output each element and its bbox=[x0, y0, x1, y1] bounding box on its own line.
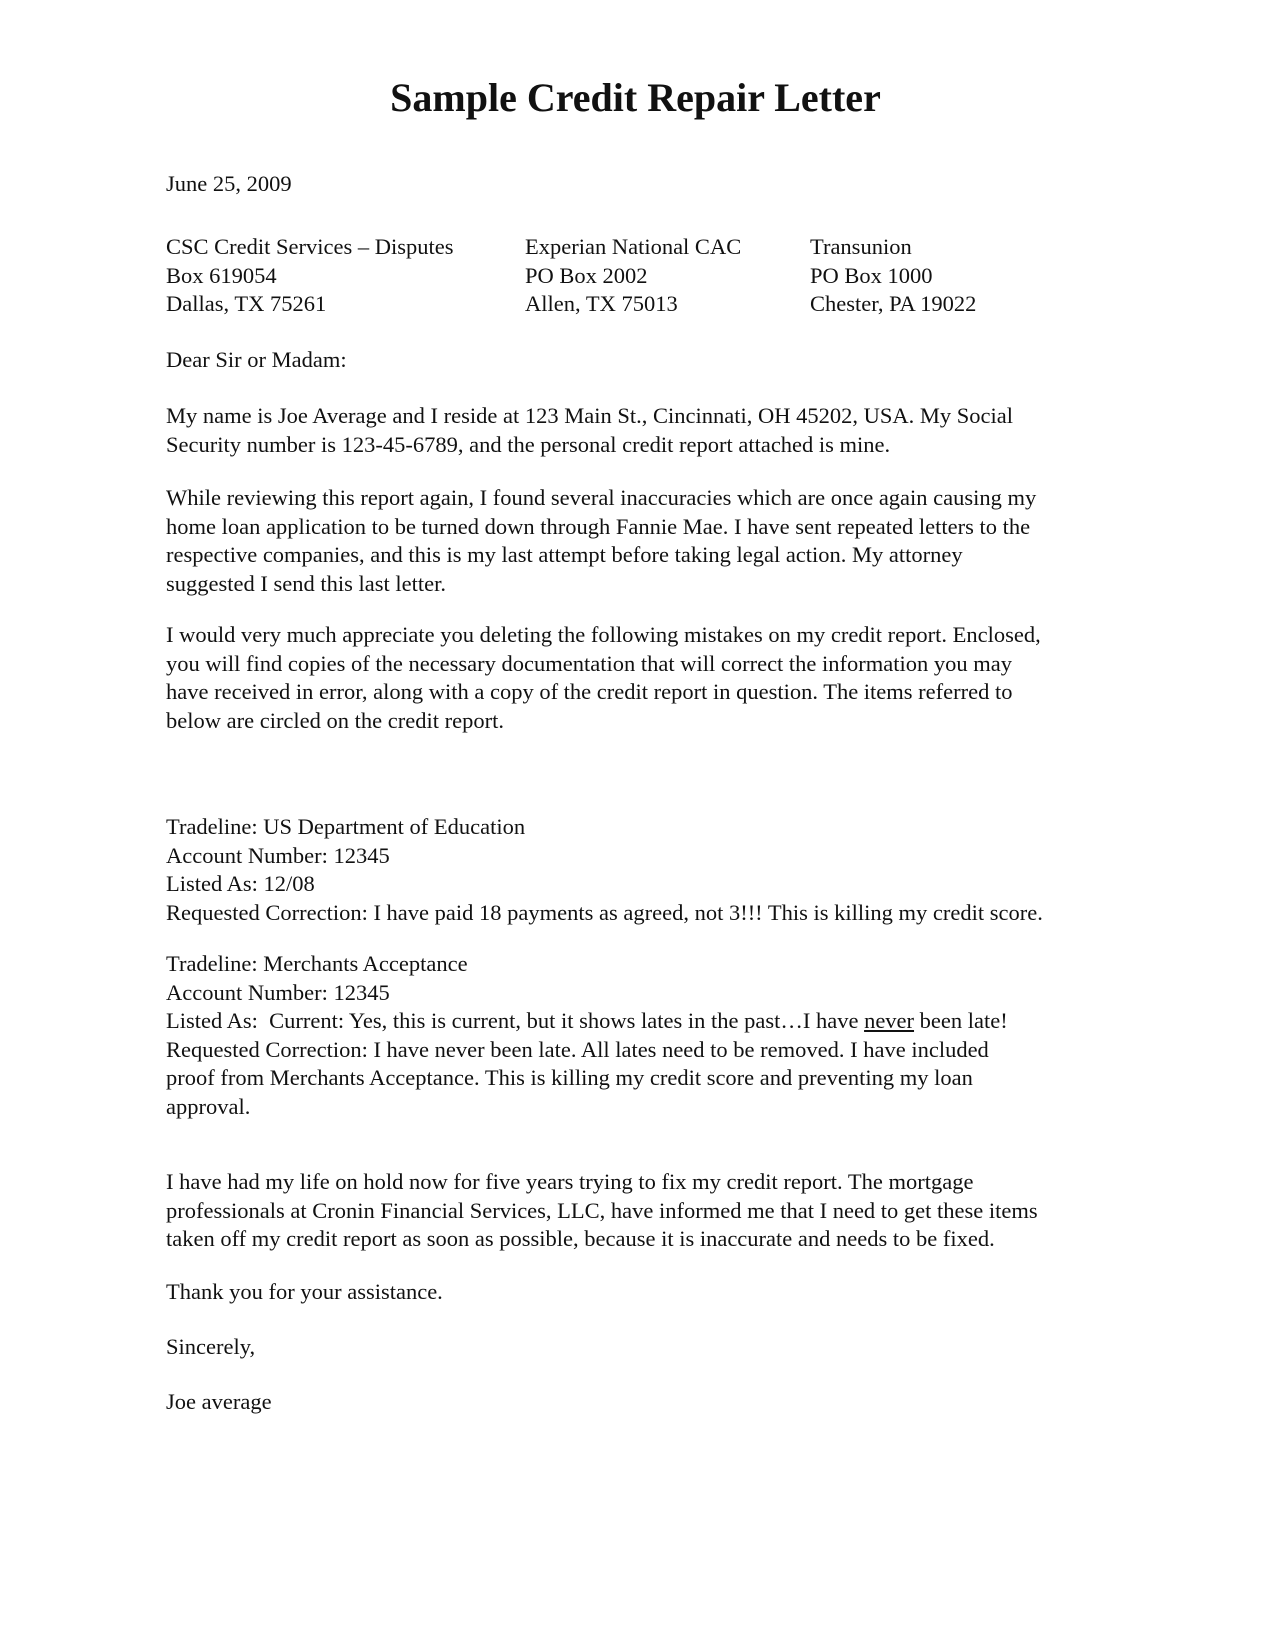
requested-correction: Requested Correction: I have never been late. All lates need to be removed. I have included bbox=[166, 1036, 989, 1062]
thanks-line: Thank you for your assistance. bbox=[166, 1279, 443, 1304]
recipient-experian bbox=[525, 233, 741, 319]
paragraph-line: Security number is 123-45-6789, and the personal credit report attached is mine. bbox=[166, 431, 891, 457]
tradeline-merchants bbox=[166, 950, 1008, 1121]
paragraph-line: suggested I send this last letter. bbox=[166, 570, 446, 596]
paragraph-line: taken off my credit report as soon as possible, because it is inaccurate and needs to be fixed. bbox=[166, 1226, 995, 1251]
paragraph-line: My name is Joe Average and I reside at 123 Main St., Cincinnati, OH 45202, USA. My Social bbox=[166, 403, 1013, 428]
recipient-city: Allen, TX 75013 bbox=[525, 291, 678, 316]
recipient-name: CSC Credit Services – Disputes bbox=[166, 234, 454, 259]
paragraph-line: respective companies, and this is my last attempt before taking legal action. My attorney bbox=[166, 542, 963, 567]
recipient-address: Box 619054 bbox=[166, 262, 277, 288]
account-number: Account Number: 12345 bbox=[166, 979, 390, 1005]
closing: Sincerely, bbox=[166, 1334, 256, 1359]
recipient-city: Chester, PA 19022 bbox=[810, 291, 977, 316]
listed-as: Listed As: 12/08 bbox=[166, 871, 315, 896]
paragraph-line: I would very much appreciate you deleting the following mistakes on my credit report. Enclosed, bbox=[166, 622, 1041, 647]
requested-correction: proof from Merchants Acceptance. This is killing my credit score and preventing my loan bbox=[166, 1065, 973, 1090]
account-number: Account Number: 12345 bbox=[166, 842, 390, 868]
paragraph-inaccuracies bbox=[166, 484, 1036, 598]
tradeline-name: Tradeline: US Department of Education bbox=[166, 814, 526, 839]
signature: Joe average bbox=[166, 1389, 272, 1414]
paragraph-line: I have had my life on hold now for five years trying to fix my credit report. The mortgage bbox=[166, 1169, 974, 1194]
paragraph-line: home loan application to be turned down through Fannie Mae. I have sent repeated letters to the bbox=[166, 513, 1031, 539]
requested-correction: approval. bbox=[166, 1093, 251, 1119]
recipient-address: PO Box 1000 bbox=[810, 262, 933, 288]
paragraph-request bbox=[166, 621, 1041, 735]
paragraph-line: have received in error, along with a copy of the credit report in question. The items referred to bbox=[166, 679, 1013, 704]
underlined-never: never bbox=[864, 1008, 915, 1033]
paragraph-line: professionals at Cronin Financial Services, LLC, have informed me that I need to get these items bbox=[166, 1197, 1038, 1223]
requested-correction: Requested Correction: I have paid 18 payments as agreed, not 3!!! This is killing my credit score. bbox=[166, 899, 1043, 925]
tradeline-education bbox=[166, 813, 1043, 927]
listed-as-tail: been late! bbox=[914, 1008, 1008, 1033]
recipient-csc bbox=[166, 233, 454, 319]
letter-date: June 25, 2009 bbox=[166, 171, 292, 196]
recipient-name: Transunion bbox=[810, 234, 912, 259]
paragraph-line: While reviewing this report again, I found several inaccuracies which are once again causing my bbox=[166, 485, 1037, 510]
listed-as-text: Listed As: Current: Yes, this is current, but it shows lates in the past…I have bbox=[166, 1008, 865, 1033]
recipient-city: Dallas, TX 75261 bbox=[166, 291, 327, 316]
tradeline-name: Tradeline: Merchants Acceptance bbox=[166, 951, 468, 976]
recipient-name: Experian National CAC bbox=[525, 234, 742, 259]
salutation: Dear Sir or Madam: bbox=[166, 347, 347, 372]
letter-title: Sample Credit Repair Letter bbox=[390, 75, 881, 120]
recipient-transunion bbox=[810, 233, 976, 319]
paragraph-line: you will find copies of the necessary documentation that will correct the information you may bbox=[166, 650, 1013, 676]
paragraph-introduction bbox=[166, 402, 1013, 459]
paragraph-line: below are circled on the credit report. bbox=[166, 707, 504, 733]
recipient-address: PO Box 2002 bbox=[525, 262, 648, 288]
listed-as bbox=[166, 1007, 1008, 1036]
paragraph-mortgage bbox=[166, 1168, 1038, 1254]
